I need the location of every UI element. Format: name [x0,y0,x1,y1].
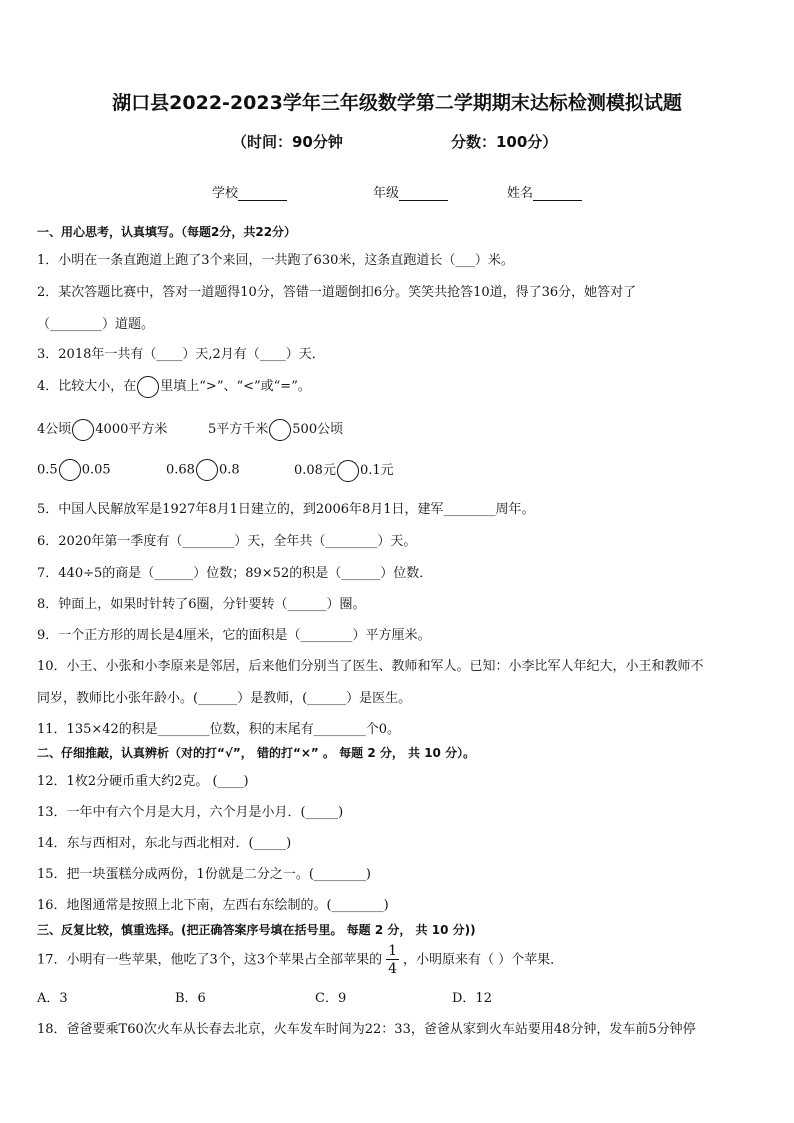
grade-label: 年级 [373,186,400,201]
question-14: 14．东与西相对，东北与西北相对．(_____) [37,836,292,851]
question-5: 5．中国人民解放军是1927年8月1日建立的，到2006年8月1日，建军________周年。 [37,502,535,517]
exam-score: 分数：100分） [451,133,558,151]
question-16: 16．地图通常是按照上北下南，左西右东绘制的。(________) [37,898,389,913]
compare-right: 500公顷 [292,422,344,437]
section-3-heading: 三、反复比较，慎重选择。(把正确答案序号填在括号里。 每题 2 分， 共 10 分)) [37,923,476,937]
question-6: 6．2020年第一季度有（________）天，全年共（________）天。 [37,534,417,549]
compare-circle-icon [72,419,94,441]
grade-blank [399,186,448,201]
question-10-line-1: 10．小王、小张和小李原来是邻居，后来他们分别当了医生、教师和军人。已知：小李比军人年纪大，小王和教师不 [37,659,704,674]
compare-circle-icon [196,459,218,481]
question-1: 1．小明在一条直跑道上跑了3个来回，一共跑了630米，这条直跑道长（___）米。 [37,253,514,268]
compare-circle-icon [59,459,81,481]
question-11: 11．135×42的积是________位数，积的末尾有________个0。 [37,722,401,737]
question-4-text-a: 4．比较大小，在 [37,379,137,394]
compare-circle-icon [269,419,291,441]
option-d: D．12 [452,991,492,1006]
exam-time: （时间：90分钟 [232,133,343,151]
option-b: B．6 [175,991,206,1006]
question-17-text-b: ，小明原来有（ ）个苹果． [403,952,564,968]
compare-left: 0.5 [37,462,58,478]
question-7: 7．440÷5的商是（______）位数；89×52的积是（______）位数． [37,566,433,581]
question-15: 15．把一块蛋糕分成两份，1份就是二分之一。(________) [37,867,371,882]
option-c: C．9 [315,991,347,1006]
compare-circle-icon [337,460,359,482]
question-17 [37,944,563,976]
question-10-line-2: 同岁，教师比小张年龄小。(______）是教师，(______）是医生。 [37,691,412,706]
compare-right: 0.05 [81,462,111,478]
question-9: 9．一个正方形的周长是4厘米，它的面积是（________）平方厘米。 [37,628,431,643]
school-field [212,182,287,201]
compare-item [37,459,111,481]
option-a: A．3 [37,991,68,1006]
fraction-denominator: 4 [388,961,398,977]
compare-right: 4000平方米 [95,422,168,437]
question-12: 12．1枚2分硬币重大约2克。 (____) [37,774,249,789]
compare-left: 5平方千米 [208,422,269,437]
compare-left: 4公顷 [37,422,72,437]
section-1-heading: 一、用心思考，认真填写。（每题2分，共22分） [37,225,297,239]
question-4-text-b: 里填上“>”、“<”或“=”。 [160,379,311,394]
question-17-text-a: 17．小明有一些苹果，他吃了3个，这3个苹果占全部苹果的 [37,952,383,968]
compare-right: 0.8 [218,462,240,478]
question-8: 8．钟面上，如果时针转了6圈，分针要转（______）圈。 [37,597,366,612]
school-blank [238,186,287,201]
fraction-numerator: 1 [388,943,398,959]
question-4 [37,375,311,398]
compare-item [294,459,394,482]
grade-field [373,182,448,201]
page-title: 湖口县2022-2023学年三年级数学第二学期期末达标检测模拟试题 [112,92,682,114]
name-blank [533,186,582,201]
question-2-line-1: 2．某次答题比赛中，答对一道题得10分，答错一道题倒扣6分。笑笑共抢答10道，得了36分，她答对了 [37,285,637,300]
compare-item [37,418,167,441]
name-label: 姓名 [507,186,534,201]
question-18: 18．爸爸要乘T60次火车从长春去北京，火车发车时间为22：33，爸爸从家到火车站要用48分钟，发车前5分钟停 [37,1022,696,1037]
name-field [507,182,582,201]
section-2-heading: 二、仔细推敲，认真辨析（对的打“√”， 错的打“×” 。 每题 2 分， 共 10 分）。 [37,746,476,760]
question-3: 3．2018年一共有（____）天,2月有（____）天． [37,347,325,362]
compare-right: 0.1元 [359,463,394,478]
question-2-line-2: （________）道题。 [37,317,155,332]
compare-circle-icon [137,376,159,398]
question-13: 13．一年中有六个月是大月，六个月是小月．(_____) [37,805,344,820]
compare-left: 0.08元 [294,463,336,478]
compare-left: 0.68 [166,462,195,478]
compare-item [166,459,240,481]
fraction-one-quarter [386,944,399,976]
school-label: 学校 [212,186,239,201]
compare-item [208,418,343,441]
